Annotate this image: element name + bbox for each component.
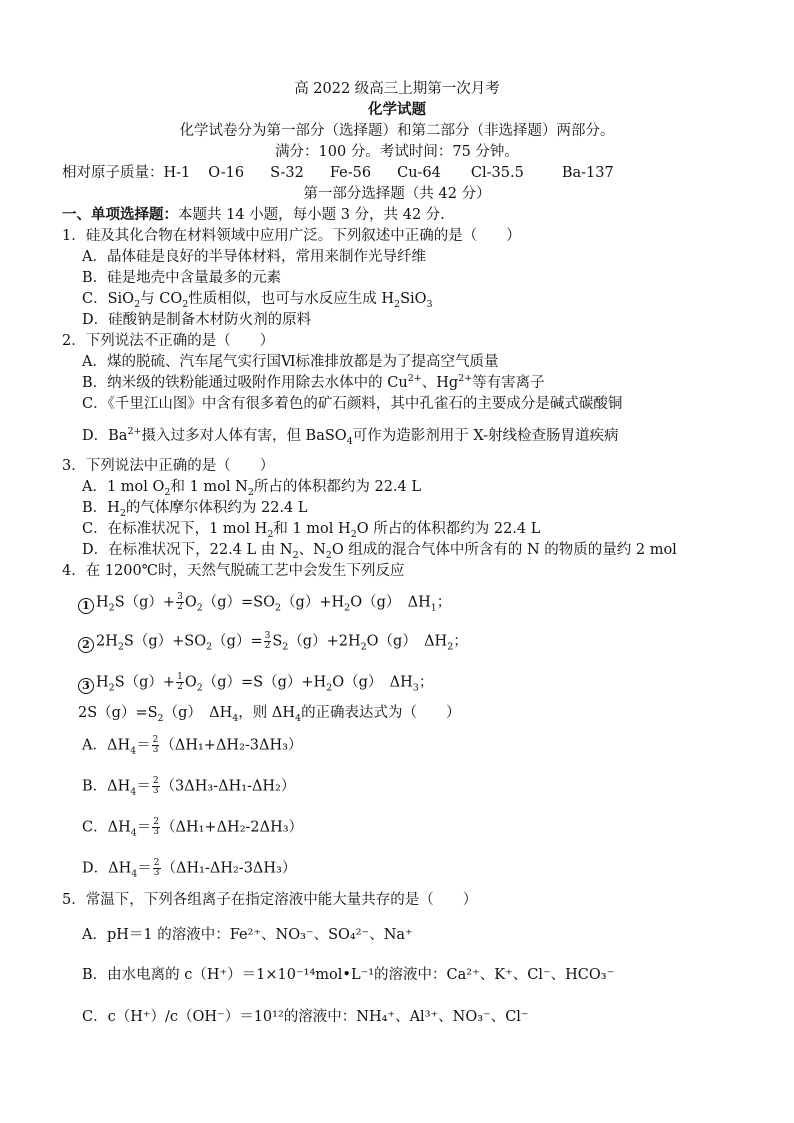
q4-r4-part1: 2S（g）=S: [78, 705, 158, 721]
q1-stem: 1．硅及其化合物在材料领域中应用广泛。下列叙述中正确的是（ ）: [62, 228, 521, 244]
q4-stem: 4．在 1200℃时，天然气脱硫工艺中会发生下列反应: [62, 563, 405, 579]
q1-c-part2: 与 CO: [140, 291, 183, 307]
q5-option-b: B．由水电离的 c（H⁺）＝1×10⁻¹⁴mol•L⁻¹的溶液中：Ca²⁺、K⁺、Cl⁻、HCO₃⁻: [82, 967, 615, 983]
q2-d-part1: D．Ba: [82, 428, 128, 444]
q4-r4-part2: （g） ΔH: [163, 705, 233, 721]
q2-b-part2: 、Hg: [421, 375, 459, 391]
q4-option-c: C．$\Delta H_4=$ $\frac{2}{3}$ （ΔH₁+ΔH₂-2ΔH₃）: [82, 817, 304, 839]
atomic-mass-ba: Ba-137: [561, 165, 614, 181]
section-desc: 本题共 14 小题，每小题 3 分，共 42 分.: [178, 207, 445, 223]
fraction-two-thirds: $\frac{2}{3}$: [152, 776, 159, 796]
score-time: 满分：100 分。考试时间：75 分钟。: [275, 144, 519, 160]
fraction-two-thirds: $\frac{2}{3}$: [153, 817, 159, 837]
q3-d-part3: O 组成的混合气体中所含有的 N 的物质的量约 2 mol: [331, 542, 677, 558]
fraction-two-thirds: $\frac{2}{3}$: [153, 858, 160, 878]
q3-option-a: A．1 mol $O_2$和 1 mol $N_2$所占的体积都约为 22.4 L: [82, 479, 422, 498]
atomic-mass-fe: Fe-56: [329, 165, 372, 181]
q3-stem: 3．下列说法中正确的是（ ）: [62, 458, 275, 474]
q3-d-part1: D．在标准状况下，22.4 L 由 N: [82, 542, 293, 558]
atomic-mass-h: H-1: [163, 165, 191, 181]
q3-d-part2: 、N: [298, 542, 326, 558]
atomic-mass-o: O-16: [208, 165, 245, 181]
q3-a-part1: A．1 mol O: [82, 479, 165, 495]
q3-c-part1: C．在标准状况下，1 mol H: [82, 521, 268, 537]
q2-option-c: C．《千里江山图》中含有很多着色的矿石颜料，其中孔雀石的主要成分是碱式碳酸铜: [82, 396, 623, 412]
q1-option-d: D．硅酸钠是制备木材防火剂的原料: [82, 312, 312, 328]
q4-b-expr: （3ΔH₃-ΔH₁-ΔH₂）: [160, 778, 296, 795]
q4-r4-part3: ，则 ΔH: [238, 705, 296, 721]
fraction-two-thirds: $\frac{2}{3}$: [152, 735, 159, 755]
q1-option-b: B．硅是地壳中含量最多的元素: [82, 270, 282, 286]
q3-option-d: D．在标准状况下，22.4 L 由 $N_2$、$N_2O$ 组成的混合气体中所含有的 N 的物质的量约 2 mol: [82, 542, 677, 561]
exam-title: 高 2022 级高三上期第一次月考: [294, 81, 500, 97]
part-one-heading: 第一部分选择题（共 42 分）: [303, 186, 491, 202]
section-heading: [62, 206, 445, 224]
q5-option-c: C．c（H⁺）/c（OH⁻）＝10¹²的溶液中：NH₄⁺、Al³⁺、NO₃⁻、Cl⁻: [82, 1009, 529, 1025]
q4-option-a: A．$\Delta H_4=$ $\frac{2}{3}$ （ΔH₁+ΔH₂-3ΔH₃）: [82, 735, 303, 757]
q4-c-label: C．ΔH: [82, 819, 131, 836]
exam-intro: 化学试卷分为第一部分（选择题）和第二部分（非选择题）两部分。: [179, 123, 615, 139]
q2-option-b: B．纳米级的铁粉能通过吸附作用除去水体中的 $Cu^{2+}$、$Hg^{2+}$等有害离子: [82, 373, 545, 391]
q1-option-c: C．SiO$_2$与 $CO_2$性质相似，也可与水反应生成 $H_2SiO_3$: [82, 291, 433, 310]
atomic-mass-cl: Cl-35.5: [470, 165, 524, 181]
q3-b-part2: 的气体摩尔体积约为 22.4 L: [125, 500, 308, 516]
q5-option-a: A．pH＝1 的溶液中：Fe²⁺、NO₃⁻、SO₄²⁻、Na⁺: [82, 927, 413, 943]
q3-a-part2: 和 1 mol N: [170, 479, 248, 495]
q4-reaction-1: 1 $H_2S(g)+$ $\frac{3}{2}$ $O_2(g)=SO_2(g)+H_2O(g)$ $\Delta H_1$；: [78, 593, 451, 614]
q2-stem: 2．下列说法不正确的是（ ）: [62, 333, 275, 349]
circled-number-1: 1: [78, 598, 94, 614]
q5-stem: 5．常温下，下列各组离子在指定溶液中能大量共存的是（ ）: [62, 892, 478, 908]
q3-c-part3: O 所占的体积都约为 22.4 L: [356, 521, 541, 537]
q1-c-part3: 性质相似，也可与水反应生成 H: [188, 291, 395, 307]
q4-a-label: A．ΔH: [82, 737, 131, 754]
q4-r4-part4: 的正确表达式为（ ）: [301, 705, 461, 721]
q3-option-b: B．$H_2$的气体摩尔体积约为 22.4 L: [82, 500, 308, 519]
q2-b-part1: B．纳米级的铁粉能通过吸附作用除去水体中的 Cu: [82, 375, 408, 391]
q4-a-expr: （ΔH₁+ΔH₂-3ΔH₃）: [160, 737, 303, 754]
q2-option-a: A．煤的脱硫、汽车尾气实行国Ⅵ标准排放都是为了提高空气质量: [82, 354, 499, 370]
atomic-mass-label: 相对原子质量：: [62, 165, 164, 181]
q4-b-label: B．ΔH: [82, 778, 131, 795]
q4-option-d: D．$\Delta H_4=$ $\frac{2}{3}$ （ΔH₁-ΔH₂-3ΔH₃）: [82, 858, 297, 880]
fraction-one-half: $\frac{1}{2}$: [177, 672, 183, 692]
q4-reaction-2: 2 $2H_2S(g)+SO_2(g)=$ $\frac{3}{2}$ $S_2(g)+2H_2O(g)$ $\Delta H_2$；: [78, 632, 468, 653]
fraction-three-halves: $\frac{3}{2}$: [264, 631, 271, 651]
circled-number-3: 3: [78, 678, 94, 694]
section-title: 一、单项选择题：: [62, 206, 178, 223]
fraction-three-halves: $\frac{3}{2}$: [177, 592, 183, 612]
q4-option-b: B．$\Delta H_4=$ $\frac{2}{3}$ （3ΔH₃-ΔH₁-ΔH₂）: [82, 776, 296, 798]
atomic-mass-s: S-32: [270, 165, 304, 181]
q4-reaction-3: 3 $H_2S(g)+$ $\frac{1}{2}$ $O_2(g)=S(g)+H_2O(g)$ $\Delta H_3$；: [78, 673, 433, 694]
q3-b-part1: B．H: [82, 500, 120, 516]
q3-c-part2: 和 1 mol H: [273, 521, 351, 537]
q4-d-label: D．ΔH: [82, 860, 132, 877]
q1-c-part4: SiO: [400, 291, 427, 307]
q2-option-d: D．$Ba^{2+}$摄入过多对人体有害，但 BaSO$_4$可作为造影剂用于 X-射线检查肠胃道疾病: [82, 426, 619, 447]
q1-option-a: A．晶体硅是良好的半导体材料，常用来制作光导纤维: [82, 249, 426, 265]
q4-d-expr: （ΔH₁-ΔH₂-3ΔH₃）: [161, 860, 297, 877]
subject-title: 化学试题: [368, 101, 426, 118]
q2-d-part2: 摄入过多对人体有害，但 BaSO: [141, 428, 347, 444]
atomic-mass-cu: Cu-64: [397, 165, 441, 181]
atomic-masses: [62, 164, 614, 182]
q3-option-c: C．在标准状况下，1 mol $H_2$和 1 mol $H_2O$ 所占的体积都约为 22.4 L: [82, 521, 541, 540]
q3-a-part3: 所占的体积都约为 22.4 L: [253, 479, 422, 495]
q4-reaction-4: $2S(g)=S_2(g)$ $\Delta H_4$，则 $\Delta H_4$的正确表达式为（ ）: [78, 705, 461, 724]
q4-c-expr: （ΔH₁+ΔH₂-2ΔH₃）: [161, 819, 304, 836]
circled-number-2: 2: [78, 637, 94, 653]
q2-d-part3: 可作为造影剂用于 X-射线检查肠胃道疾病: [352, 428, 619, 444]
q2-b-part3: 等有害离子: [472, 375, 545, 391]
q1-c-part1: C．SiO: [82, 291, 135, 307]
